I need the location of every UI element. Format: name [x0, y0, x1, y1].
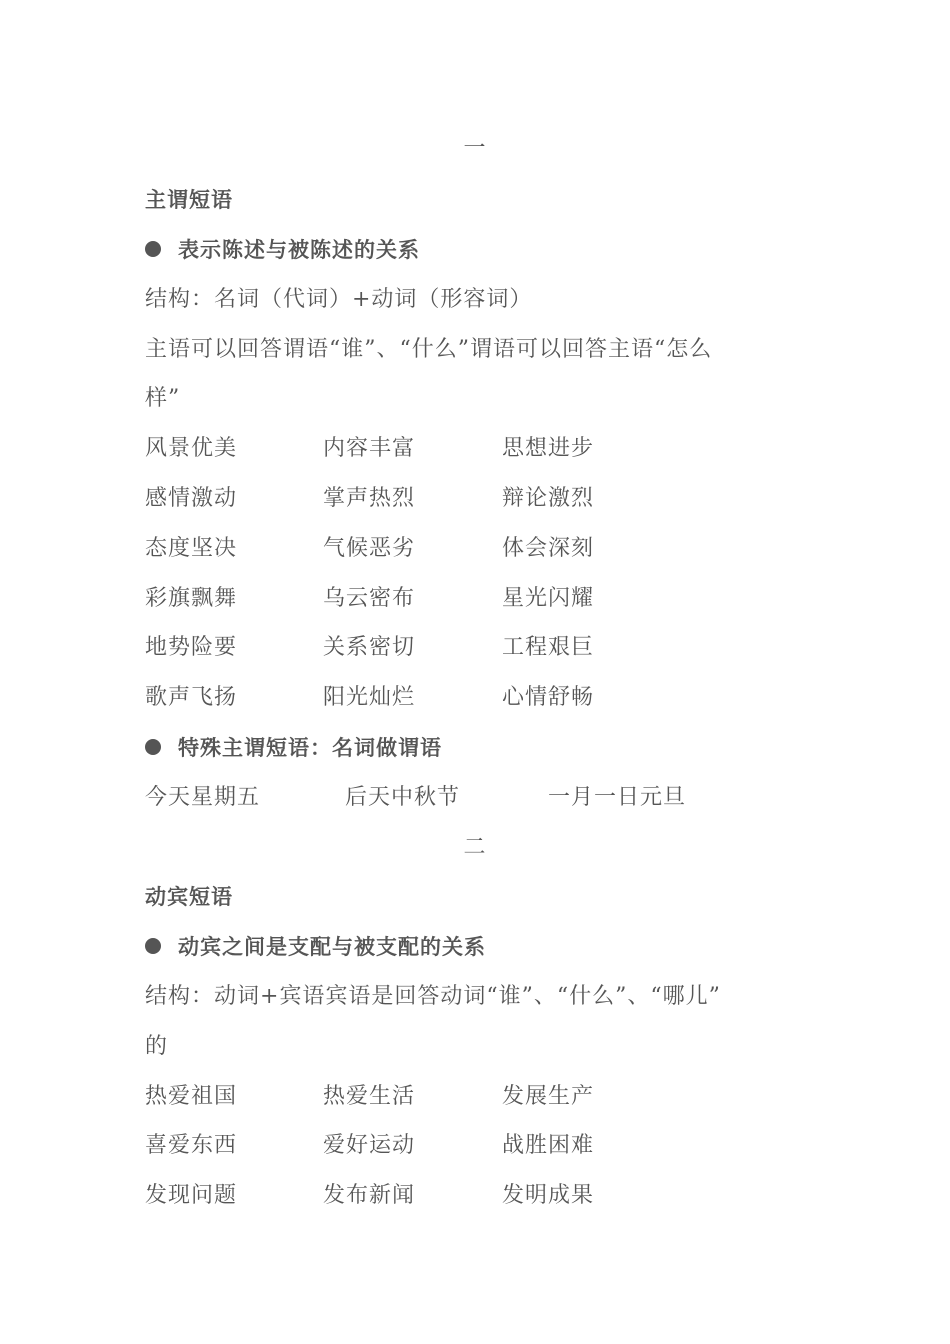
example-phrase: 歌声飞扬: [145, 685, 238, 710]
section-number-2: 二: [463, 835, 487, 860]
example-phrase: 发现问题: [145, 1183, 238, 1208]
example-phrase: 工程艰巨: [502, 635, 595, 660]
structure-text-1: 结构：名词（代词）+动词（形容词）: [145, 287, 533, 312]
example-phrase: 心情舒畅: [502, 685, 595, 710]
example-phrase: 发明成果: [502, 1183, 595, 1208]
example-phrase: 体会深刻: [502, 536, 595, 561]
example-phrase: 战胜困难: [502, 1133, 595, 1158]
example-phrase: 喜爱东西: [145, 1133, 238, 1158]
bullet-text: 特殊主谓短语：名词做谓语: [178, 736, 442, 760]
example-phrase: 辩论激烈: [502, 486, 595, 511]
bullet-text: 动宾之间是支配与被支配的关系: [178, 935, 486, 959]
example-phrase: 思想进步: [502, 436, 595, 461]
structure-text-2-line-1: 结构：动词+宾语宾语是回答动词“谁”、“什么”、“哪儿”: [145, 984, 721, 1009]
explanation-line-1: 主语可以回答谓语“谁”、“什么”谓语可以回答主语“怎么: [145, 337, 713, 362]
bullet-icon: [145, 241, 161, 257]
bullet-point-1: [145, 235, 420, 265]
bullet-point-special: [145, 733, 442, 763]
example-phrase: 阳光灿烂: [323, 685, 416, 710]
example-phrase: 发布新闻: [323, 1183, 416, 1208]
bullet-point-2: [145, 932, 486, 962]
example-phrase: 态度坚决: [145, 536, 238, 561]
example-phrase: 气候恶劣: [323, 536, 416, 561]
bullet-icon: [145, 739, 161, 755]
example-phrase: 感情激动: [145, 486, 238, 511]
example-phrase: 星光闪耀: [502, 586, 595, 611]
section-title-2: 动宾短语: [145, 885, 233, 909]
example-phrase: 后天中秋节: [345, 785, 461, 810]
example-phrase: 发展生产: [502, 1084, 595, 1109]
example-phrase: 地势险要: [145, 635, 238, 660]
explanation-line-2: 样”: [145, 386, 181, 411]
section-title-1: 主谓短语: [145, 188, 233, 212]
example-phrase: 热爱祖国: [145, 1084, 238, 1109]
example-phrase: 爱好运动: [323, 1133, 416, 1158]
example-phrase: 一月一日元旦: [548, 785, 687, 810]
example-phrase: 热爱生活: [323, 1084, 416, 1109]
example-phrase: 内容丰富: [323, 436, 416, 461]
structure-text-2-line-2: 的: [145, 1034, 169, 1059]
example-phrase: 彩旗飘舞: [145, 586, 238, 611]
example-phrase: 风景优美: [145, 436, 238, 461]
example-phrase: 关系密切: [323, 635, 416, 660]
bullet-icon: [145, 938, 161, 954]
example-phrase: 乌云密布: [323, 586, 416, 611]
bullet-text: 表示陈述与被陈述的关系: [178, 238, 420, 262]
section-number-1: 一: [463, 136, 487, 161]
example-phrase: 掌声热烈: [323, 486, 416, 511]
example-phrase: 今天星期五: [145, 785, 261, 810]
